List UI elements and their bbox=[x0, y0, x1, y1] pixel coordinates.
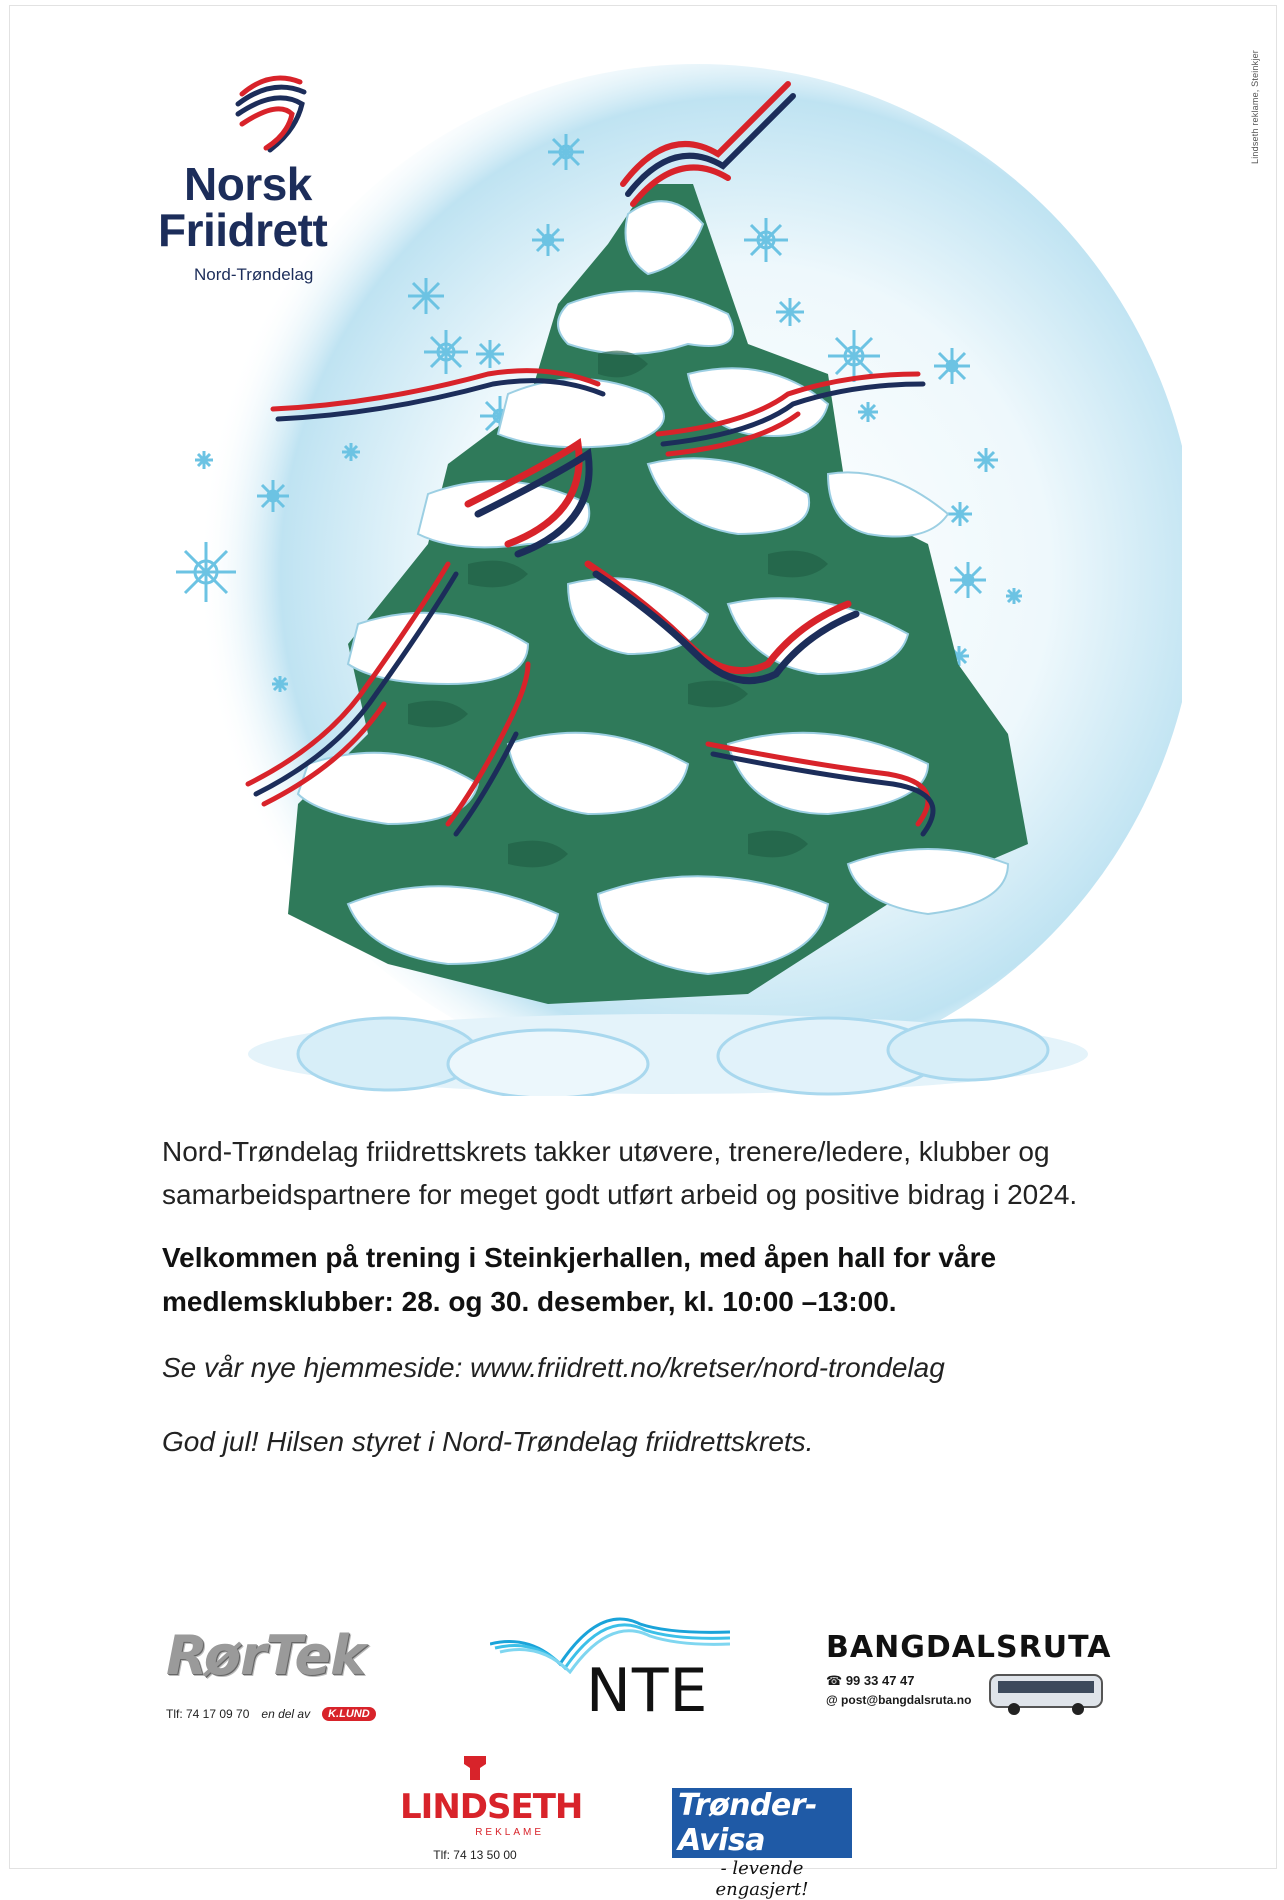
logo-subtitle: Nord-Trøndelag bbox=[194, 265, 314, 284]
bangdalsruta-email: post@bangdalsruta.no bbox=[841, 1693, 972, 1707]
rortek-partof: en del av bbox=[261, 1707, 311, 1721]
lindseth-logo: LINDSETH bbox=[400, 1787, 583, 1827]
rortek-logo: RørTek bbox=[166, 1624, 366, 1687]
sponsor-lindseth bbox=[400, 1752, 583, 1862]
snowflake-icon bbox=[408, 278, 444, 314]
training-paragraph: Velkommen på trening i Steinkjerhallen, med åpen hall for våre medlemsklubber: 28. og 30. desember, kl. 10:00 –13:00. bbox=[162, 1242, 997, 1317]
tronderavisa-tagline: - levende engasjert! bbox=[715, 1858, 809, 1900]
snowflake-icon bbox=[950, 562, 986, 598]
snowflake-icon bbox=[272, 676, 288, 692]
logo-title-line2: Friidrett bbox=[158, 204, 328, 256]
sponsor-nte bbox=[490, 1604, 730, 1724]
message-text bbox=[162, 1130, 1152, 1462]
email-icon: @ bbox=[826, 1693, 838, 1707]
snowflake-icon bbox=[776, 298, 804, 326]
bangdalsruta-phone: 99 33 47 47 bbox=[845, 1673, 915, 1688]
sponsor-bangdalsruta bbox=[826, 1630, 1116, 1733]
print-credit: Lindseth reklame, Steinkjer bbox=[1250, 50, 1260, 164]
phone-icon: ☎ bbox=[826, 1673, 843, 1688]
rortek-phone: Tlf: 74 17 09 70 bbox=[166, 1707, 250, 1721]
logo-title-line1: Norsk bbox=[184, 158, 312, 210]
snowflake-icon bbox=[176, 542, 236, 602]
lindseth-icon bbox=[458, 1752, 492, 1782]
website-paragraph: Se vår nye hjemmeside: www.friidrett.no/kretser/nord-trondelag bbox=[162, 1352, 945, 1383]
greeting-paragraph: God jul! Hilsen styret i Nord-Trøndelag friidrettskrets. bbox=[162, 1426, 814, 1457]
snowflake-icon bbox=[548, 134, 584, 170]
snowflake-icon bbox=[476, 340, 504, 368]
snowflake-icon bbox=[858, 402, 878, 422]
sponsor-rortek bbox=[166, 1624, 436, 1721]
snow-ground bbox=[248, 1014, 1088, 1096]
nte-logo-text: NTE bbox=[586, 1656, 709, 1726]
norsk-friidrett-logo bbox=[158, 70, 378, 285]
lindseth-sub: REKLAME bbox=[475, 1827, 544, 1838]
thanks-paragraph: Nord-Trøndelag friidrettskrets takker utøvere, trenere/ledere, klubber og samarbeidspartnere for meget godt utført arbeid og positive bidrag i 2024. bbox=[162, 1136, 1078, 1210]
sponsor-tronderavisa bbox=[672, 1788, 852, 1900]
klund-logo: K.LUND bbox=[322, 1707, 376, 1721]
ribbon-logo-icon bbox=[230, 70, 312, 156]
tronderavisa-logo: Trønder-Avisa bbox=[672, 1788, 852, 1858]
snowflake-icon bbox=[934, 348, 970, 384]
bus-icon bbox=[986, 1669, 1106, 1719]
snowflake-icon bbox=[1006, 588, 1022, 604]
bangdalsruta-logo: BANGDALSRUTA bbox=[826, 1630, 1112, 1665]
lindseth-phone: Tlf: 74 13 50 00 bbox=[433, 1848, 517, 1862]
